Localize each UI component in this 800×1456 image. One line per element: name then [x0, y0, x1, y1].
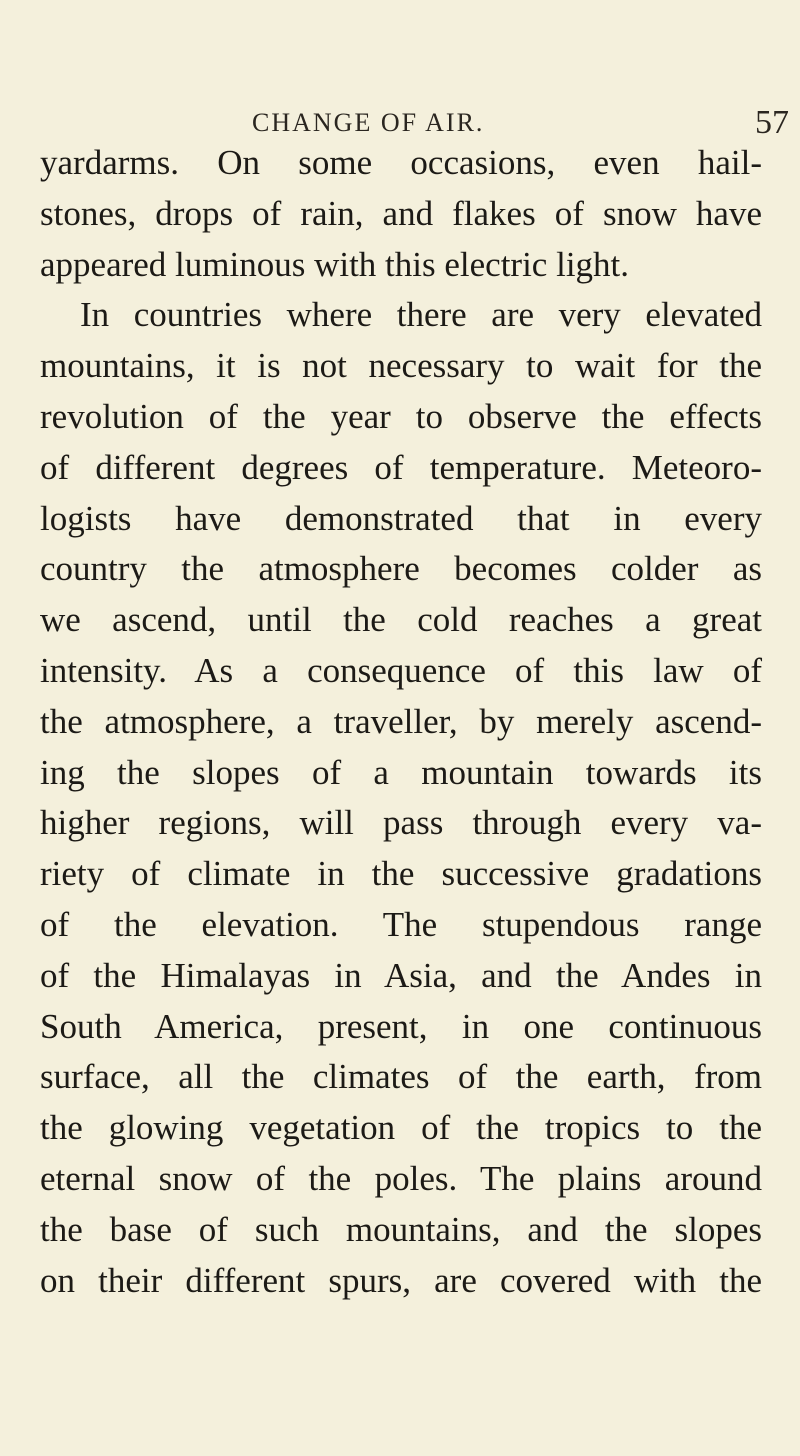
text-line: ing the slopes of a mountain towards its: [40, 752, 762, 792]
text-line: the atmosphere, a traveller, by merely ascend-: [40, 701, 762, 741]
text-line: In countries where there are very elevated: [80, 295, 762, 335]
text-line: appeared luminous with this electric light.: [40, 244, 630, 284]
text-line: mountains, it is not necessary to wait for the: [40, 346, 762, 386]
text-line: logists have demonstrated that in every: [40, 498, 762, 538]
text-line: of the Himalayas in Asia, and the Andes in: [40, 955, 762, 995]
body-text: [40, 138, 762, 1306]
text-line: the glowing vegetation of the tropics to the: [40, 1108, 762, 1148]
text-line: yardarms. On some occasions, even hail-: [40, 143, 762, 182]
text-line: of different degrees of temperature. Meteoro-: [40, 447, 762, 487]
text-line: higher regions, will pass through every va-: [40, 803, 762, 843]
text-line: surface, all the climates of the earth, from: [40, 1057, 762, 1097]
text-line: of the elevation. The stupendous range: [40, 904, 762, 944]
text-line: we ascend, until the cold reaches a great: [40, 600, 762, 640]
running-title: CHANGE OF AIR.: [252, 108, 485, 137]
text-line: revolution of the year to observe the effects: [40, 396, 762, 436]
text-line: country the atmosphere becomes colder as: [40, 549, 762, 589]
text-line: intensity. As a consequence of this law of: [40, 650, 762, 690]
text-line: on their different spurs, are covered with the: [40, 1260, 762, 1300]
text-line: the base of such mountains, and the slopes: [40, 1209, 762, 1249]
text-line: riety of climate in the successive gradations: [40, 854, 762, 894]
text-line: stones, drops of rain, and flakes of snow have: [40, 193, 762, 233]
text-line: South America, present, in one continuous: [40, 1006, 762, 1046]
page-number: 57: [755, 104, 789, 141]
text-line: eternal snow of the poles. The plains around: [40, 1158, 762, 1198]
